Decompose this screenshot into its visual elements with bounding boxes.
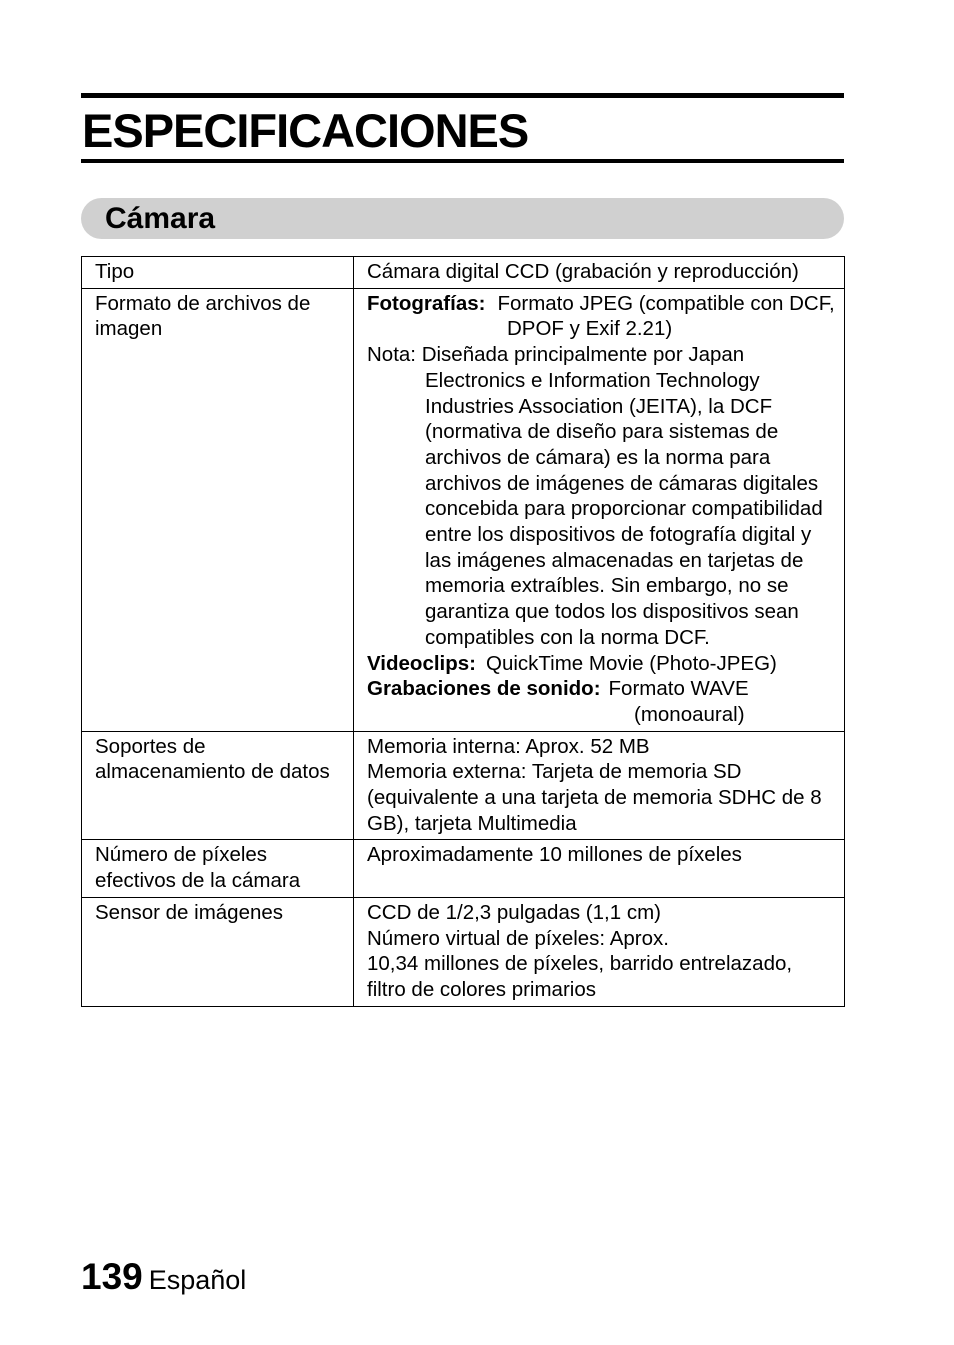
row-label: Tipo <box>82 257 354 289</box>
photos-label: Fotografías: <box>367 291 486 315</box>
note-entry <box>367 342 836 650</box>
page-number: 139 <box>81 1256 143 1297</box>
row-value <box>354 897 845 1006</box>
row-label: Sensor de imágenes <box>82 897 354 1006</box>
table-row-soportes <box>82 731 845 840</box>
section-title: Cámara <box>105 202 216 235</box>
video-label: Videoclips: <box>367 651 476 675</box>
table-row-sensor <box>82 897 845 1006</box>
note-value: Diseñada principalmente por Japan Electronics e Information Technology Industries Association (JEITA), la DCF (normativa de diseño para sistemas de archivos de cámara) es la norma para archivos de imágenes de cámaras digitales concebida para proporcionar compatibilidad entre los dispositivos de fotografía digital y las imágenes almacenadas en tarjetas de memoria extraíbles. Sin embargo, no se garantiza que todos los dispositivos sean compatibles con la norma DCF. <box>421 343 823 649</box>
sound-label: Grabaciones de sonido: <box>367 677 601 701</box>
specifications-table <box>81 256 845 1007</box>
row-label: Soportes de almacenamiento de datos <box>82 731 354 840</box>
note-label: Nota: <box>367 343 416 367</box>
video-entry <box>367 651 836 677</box>
page-footer <box>81 1256 246 1298</box>
page-title: ESPECIFICACIONES <box>82 104 529 157</box>
sound-value: Formato WAVE (monoaural) <box>608 677 749 726</box>
table-row-tipo <box>82 257 845 289</box>
section-header <box>81 198 844 239</box>
title-block <box>81 93 844 163</box>
video-value: QuickTime Movie (Photo-JPEG) <box>486 651 777 675</box>
row-value <box>354 731 845 840</box>
value-line: Memoria interna: Aprox. 52 MB <box>367 734 650 758</box>
row-value: Cámara digital CCD (grabación y reproducción) <box>354 257 845 289</box>
photos-value: Formato JPEG (compatible con DCF, DPOF y Exif 2.21) <box>497 291 835 341</box>
row-label: Número de píxeles efectivos de la cámara <box>82 840 354 897</box>
language-label: Español <box>148 1265 247 1295</box>
row-value: Aproximadamente 10 millones de píxeles <box>354 840 845 897</box>
sound-entry <box>367 676 836 727</box>
value-line: Memoria externa: Tarjeta de memoria SD (equivalente a una tarjeta de memoria SDHC de 8 GB), tarjeta Multimedia <box>367 760 822 835</box>
value-line: CCD de 1/2,3 pulgadas (1,1 cm) <box>367 900 661 924</box>
row-value <box>354 288 845 731</box>
row-label: Formato de archivos de imagen <box>82 288 354 731</box>
table-row-pixeles <box>82 840 845 897</box>
value-line: Número virtual de píxeles: Aprox. <box>367 926 669 950</box>
table-row-formato <box>82 288 845 731</box>
value-line: 10,34 millones de píxeles, barrido entrelazado, filtro de colores primarios <box>367 952 793 1001</box>
photos-entry <box>367 291 836 342</box>
